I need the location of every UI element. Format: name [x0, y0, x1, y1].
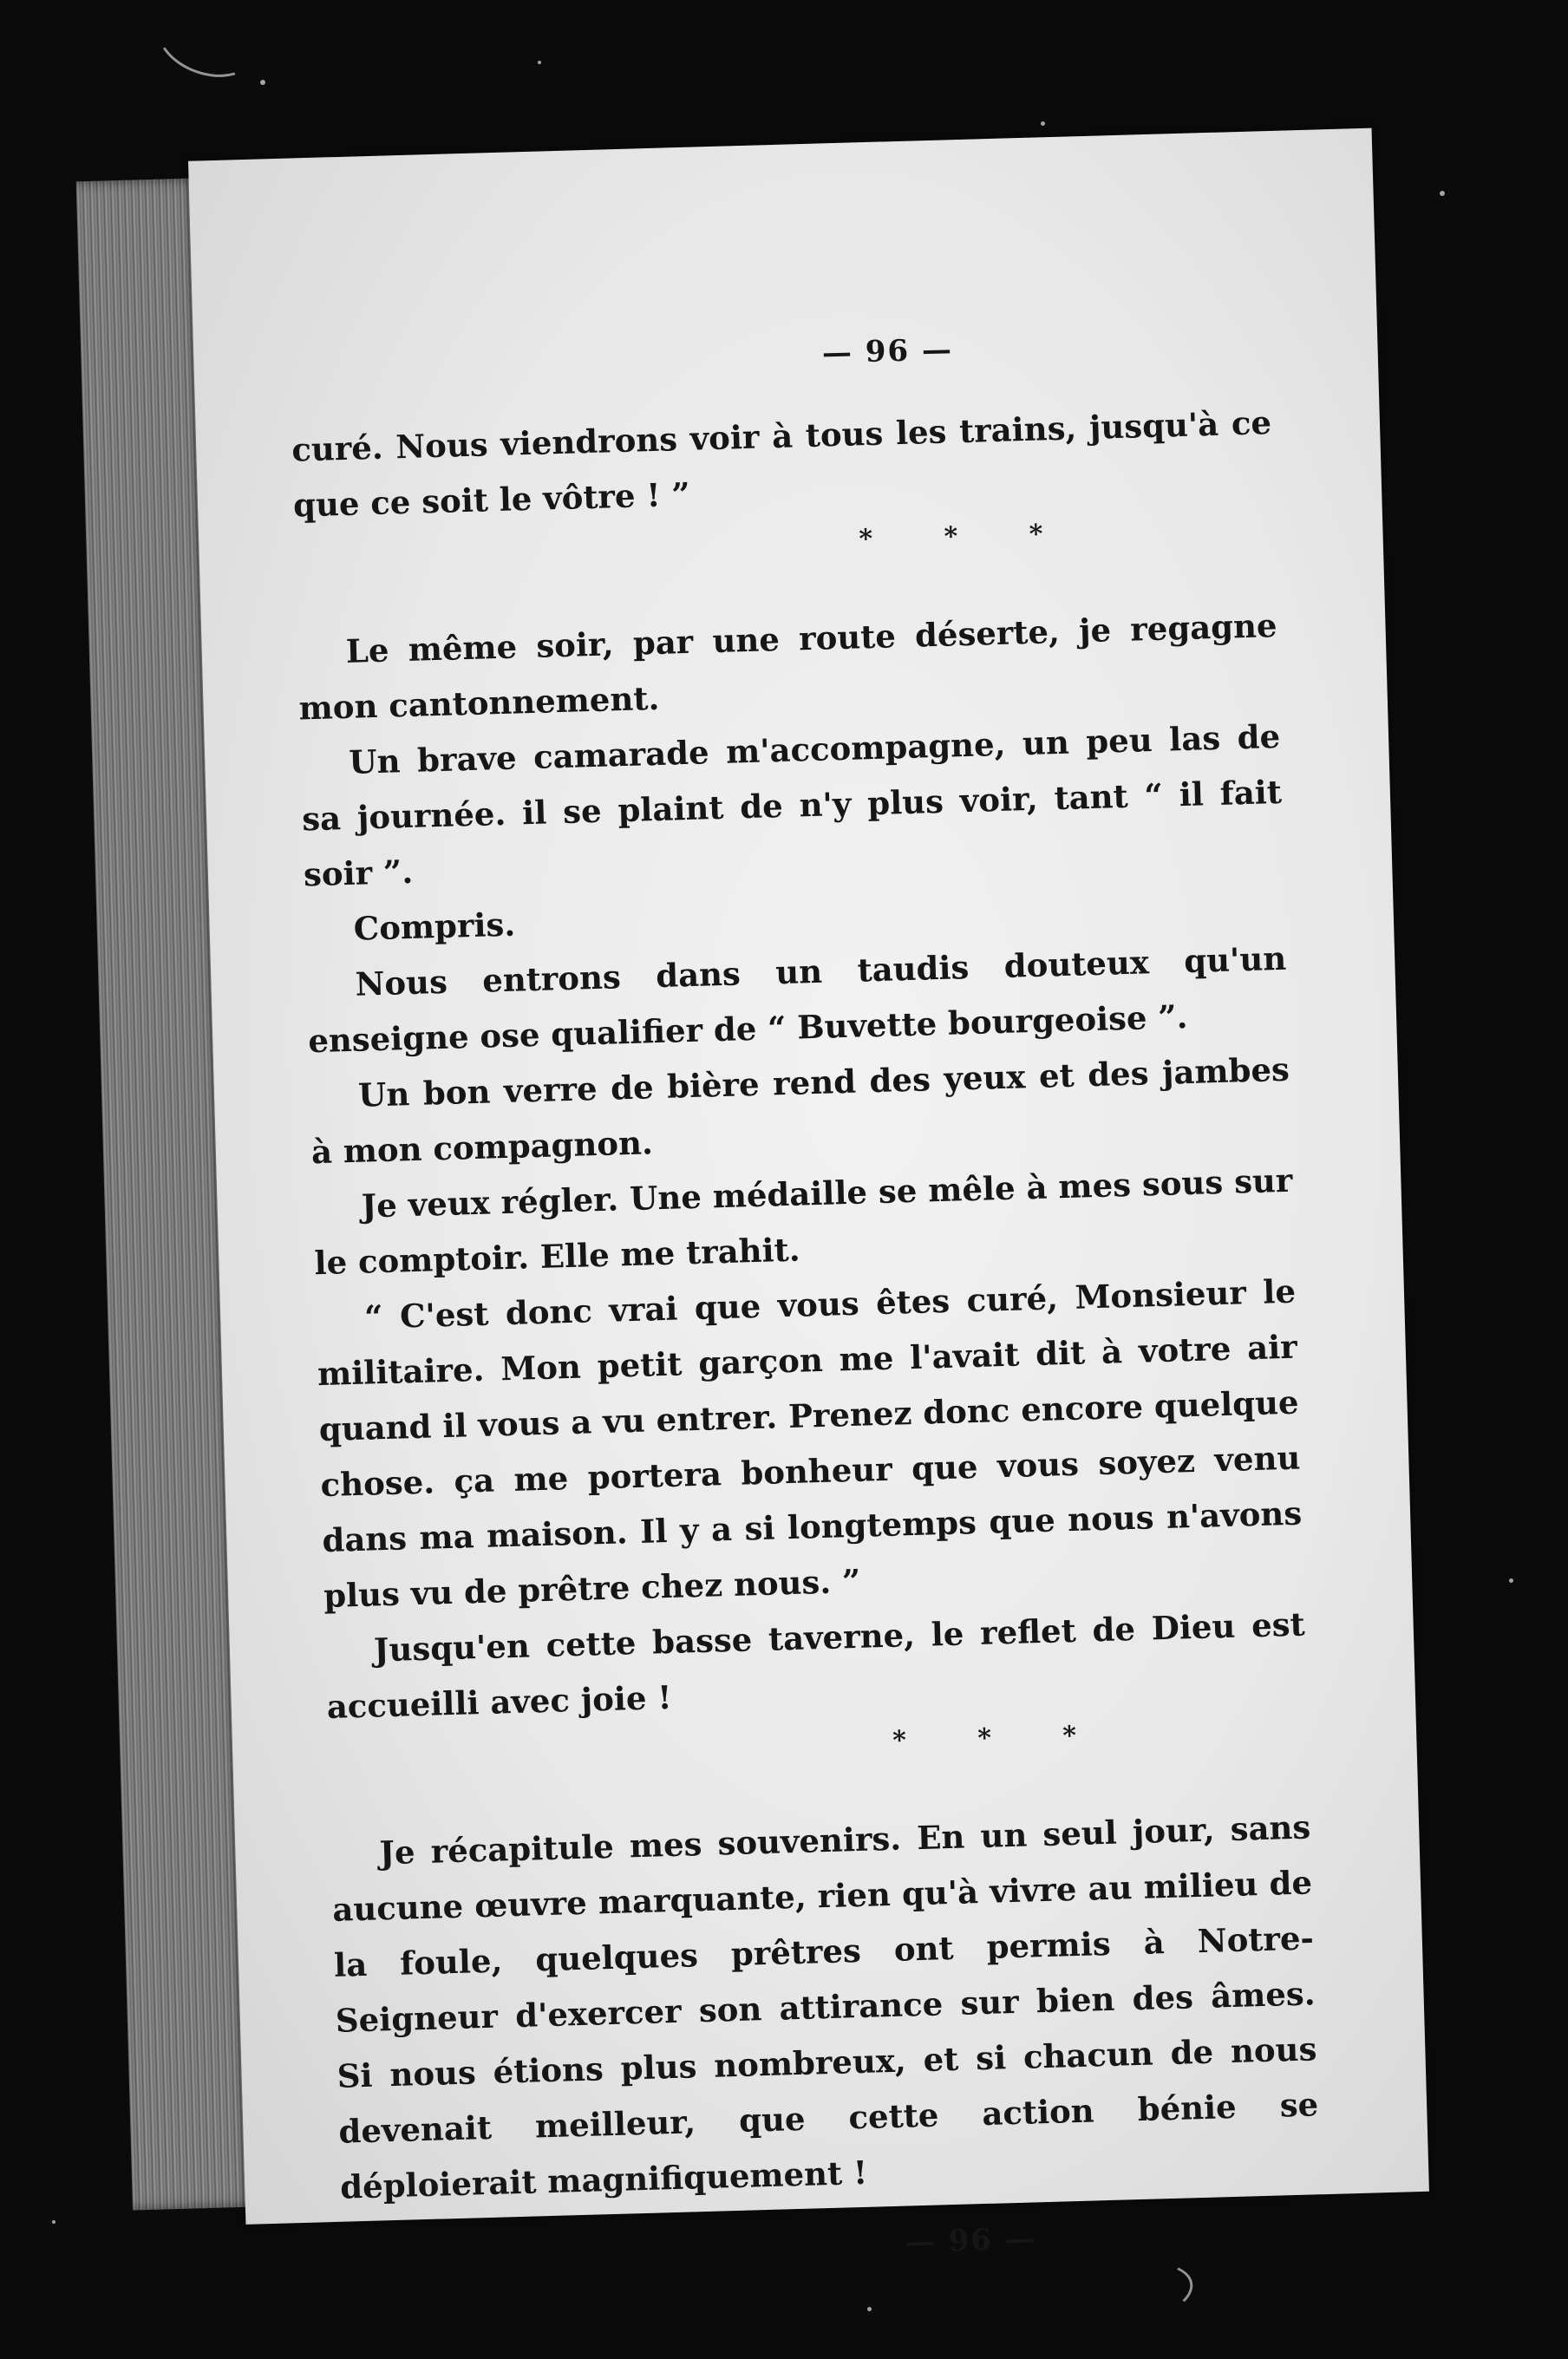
paragraph: Un bon verre de bière rend des yeux et des jambes à mon compagnon. — [310, 1049, 1290, 1172]
dust-speck — [1509, 1578, 1513, 1583]
dust-speck — [538, 61, 541, 64]
dust-speck — [1041, 121, 1045, 126]
paragraph: Jusqu'en cette basse taverne, le reflet de Dieu est accueilli avec joie ! — [326, 1604, 1306, 1726]
dust-speck — [260, 80, 265, 85]
paragraph: Je veux régler. Une médaille se mêle à mes sous sur le comptoir. Elle me trahit. — [313, 1160, 1293, 1283]
page-number-bottom: — 96 — — [905, 2221, 1037, 2260]
text-block — [289, 313, 1319, 2260]
dust-speck — [1440, 191, 1445, 196]
dust-hair — [1080, 2255, 1198, 2330]
paragraph: “ C'est donc vrai que vous êtes curé, Monsieur le militaire. Mon petit garçon me l'avait dit à votre air quand il vous a vu entrer. Prenez donc encore quelque chose. ça me portera bonheur que vous soyez venu dans ma maison. Il y a si longtemps que nous n'avons plus vu de prêtre chez nous. ” — [317, 1271, 1303, 1616]
dust-speck — [867, 2307, 872, 2311]
paragraph: Je récapitule mes souvenirs. En un seul jour, sans aucune œuvre marquante, rien qu'à vivre au milieu de la foule, quelques prêtres ont permis à Notre-Seigneur d'exercer son attirance sur bien des âmes. Si nous étions plus nombreux, et si chacun de nous devenait meilleur, que cette action bénie se déploierait magnifiquement ! — [331, 1807, 1319, 2206]
section-separator: * * * — [892, 1719, 1108, 1756]
dust-speck — [52, 2220, 56, 2224]
book-page — [188, 128, 1429, 2260]
paragraph: Nous entrons dans un taudis douteux qu'un enseigne ose qualifier de “ Buvette bourgeoise ”. — [307, 938, 1287, 1061]
section-separator: * * * — [859, 518, 1075, 555]
paragraph: Compris. — [353, 905, 516, 948]
paragraph: Un brave camarade m'accompagne, un peu las de sa journée. il se plaint de n'y plus voir, tant “ il fait soir ”. — [301, 716, 1283, 894]
paragraph: curé. Nous viendrons voir à tous les trains, jusqu'à ce que ce soit le vôtre ! ” — [291, 403, 1272, 525]
dust-hair — [148, 0, 265, 90]
page-number-top: — 96 — — [821, 332, 954, 371]
book — [75, 128, 1434, 2260]
paragraph: Le même soir, par une route déserte, je regagne mon cantonnement. — [298, 605, 1278, 728]
